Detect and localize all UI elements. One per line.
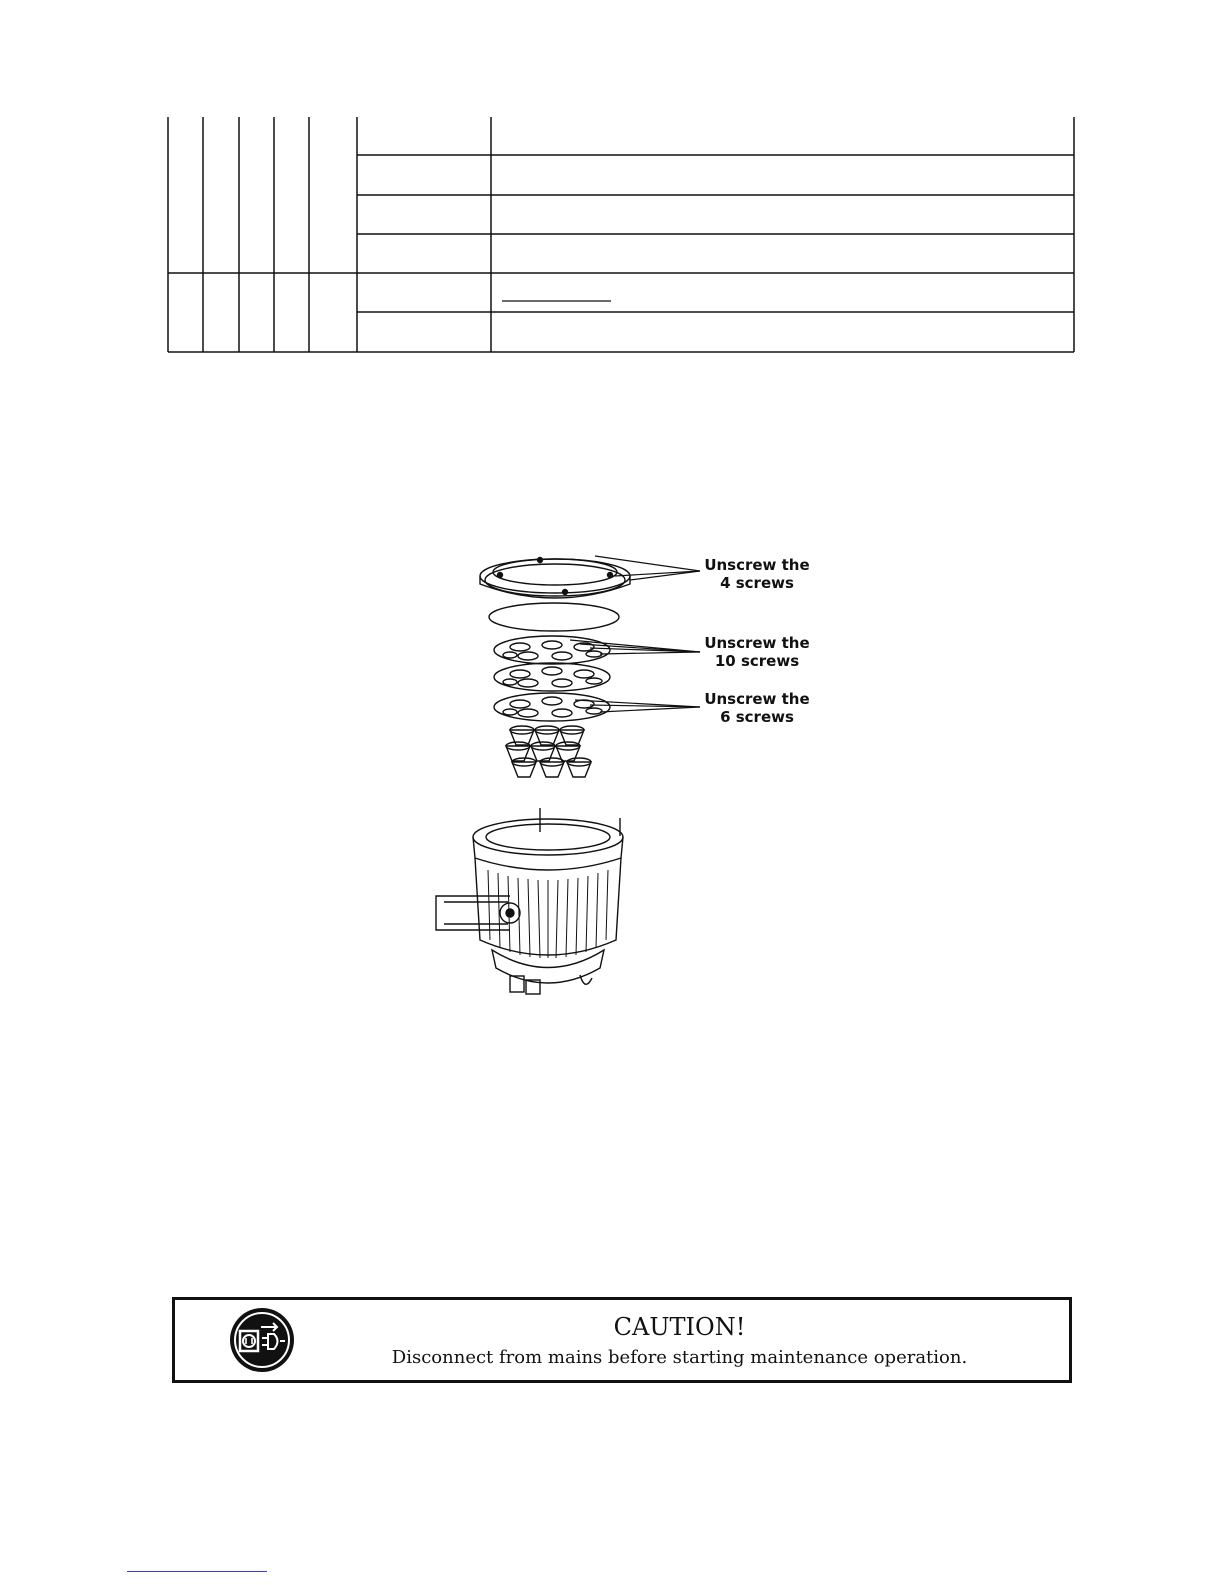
callout-lens-plate <box>697 634 817 670</box>
leader-lines <box>570 556 700 712</box>
front-glass <box>489 603 619 631</box>
front-ring <box>480 558 630 599</box>
callout-lower-plate <box>697 690 817 726</box>
callout-line: Unscrew the <box>704 556 810 574</box>
footer-link-underline[interactable] <box>127 1571 267 1572</box>
callout-line: 6 screws <box>720 708 794 726</box>
fixture-body <box>436 808 623 994</box>
exploded-diagram <box>400 540 720 1010</box>
callout-line: Unscrew the <box>704 690 810 708</box>
caution-text: Disconnect from mains before starting maintenance operation. <box>391 1347 968 1368</box>
parameter-table <box>0 0 1225 400</box>
caution-box <box>172 1297 1072 1383</box>
lens-plate-lower <box>494 693 610 721</box>
lens-plate-middle <box>494 663 610 691</box>
led-lenses <box>506 726 591 777</box>
lens-plate-upper <box>494 636 610 664</box>
callout-line: Unscrew the <box>704 634 810 652</box>
caution-title: CAUTION! <box>613 1313 746 1341</box>
callout-front-ring <box>697 556 817 592</box>
callout-line: 4 screws <box>720 574 794 592</box>
callout-line: 10 screws <box>714 652 800 670</box>
